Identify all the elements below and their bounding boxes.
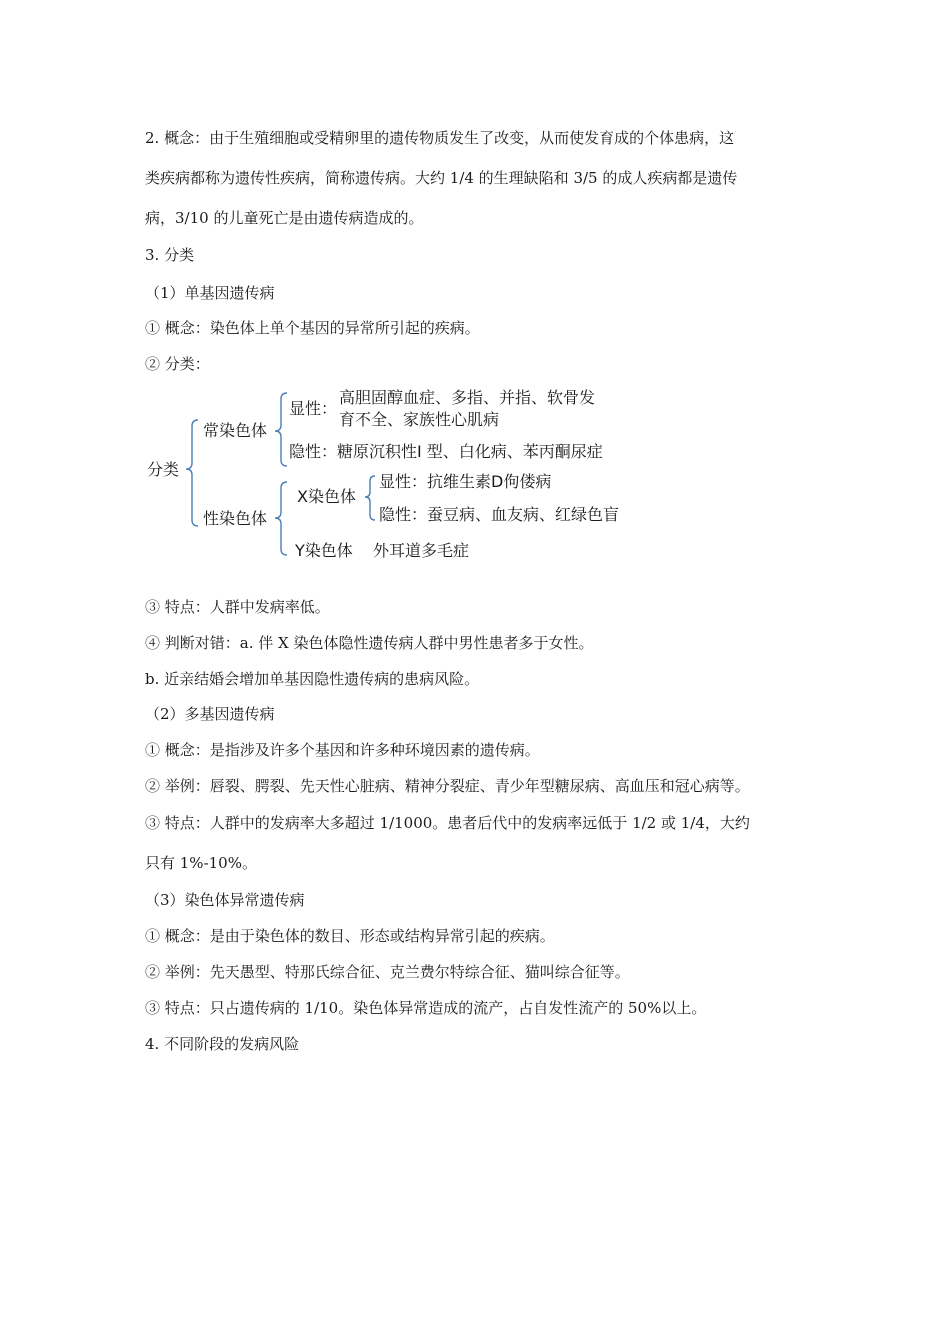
text-line-chromosome-feature: ③ 特点：只占遗传病的 1/10。染色体异常造成的流产，占自发性流产的 50%以上。 — [145, 999, 707, 1017]
diagram-y-chromosome-label: Y染色体 — [295, 541, 353, 560]
diagram-y-disease: 外耳道多毛症 — [373, 541, 470, 560]
diagram-autosome-dominant-line2: 育不全、家族性心肌病 — [339, 410, 500, 429]
text-line-single-gene-classification: ② 分类： — [145, 355, 210, 373]
text-line-multi-gene-feature-2: 只有 1%-10%。 — [145, 854, 257, 872]
brace-x-chromosome — [365, 476, 375, 520]
text-line-single-gene-concept: ① 概念：染色体上单个基因的异常所引起的疾病。 — [145, 319, 480, 337]
diagram-x-chromosome-label: X染色体 — [297, 487, 356, 506]
section-heading-risk-stages: 4. 不同阶段的发病风险 — [145, 1035, 300, 1053]
diagram-sex-chromosome-label: 性染色体 — [203, 509, 268, 528]
brace-sex-chromosome — [275, 482, 287, 555]
diagram-autosome-dominant-label: 显性： — [289, 399, 338, 418]
section-heading-classification: 3. 分类 — [145, 246, 195, 264]
text-line-concept-1: 2. 概念：由于生殖细胞或受精卵里的遗传物质发生了改变，从而使发育成的个体患病，这 — [145, 129, 735, 147]
text-line-multi-gene-feature-1: ③ 特点：人群中的发病率大多超过 1/1000。患者后代中的发病率远低于 1/2 或 1/4，大约 — [145, 814, 750, 832]
subsection-heading-single-gene: （1）单基因遗传病 — [145, 284, 275, 302]
text-line-concept-3: 病，3/10 的儿童死亡是由遗传病造成的。 — [145, 209, 424, 227]
text-line-multi-gene-concept: ① 概念：是指涉及许多个基因和许多种环境因素的遗传病。 — [145, 741, 540, 759]
text-line-true-false-a: ④ 判断对错：a. 伴 X 染色体隐性遗传病人群中男性患者多于女性。 — [145, 634, 594, 652]
text-line-single-gene-feature: ③ 特点：人群中发病率低。 — [145, 598, 330, 616]
diagram-x-dominant: 显性：抗维生素D佝偻病 — [379, 472, 552, 491]
brace-autosome — [275, 393, 287, 466]
subsection-heading-multi-gene: （2）多基因遗传病 — [145, 705, 275, 723]
text-line-concept-2: 类疾病都称为遗传性疾病，简称遗传病。大约 1/4 的生理缺陷和 3/5 的成人疾病都是遗传 — [145, 169, 738, 187]
text-line-true-false-b: b. 近亲结婚会增加单基因隐性遗传病的患病风险。 — [145, 670, 480, 688]
diagram-x-recessive: 隐性：蚕豆病、血友病、红绿色盲 — [379, 505, 620, 524]
brace-root — [186, 420, 198, 526]
text-line-chromosome-concept: ① 概念：是由于染色体的数目、形态或结构异常引起的疾病。 — [145, 927, 555, 945]
subsection-heading-chromosome: （3）染色体异常遗传病 — [145, 891, 305, 909]
diagram-autosome-dominant-line1: 高胆固醇血症、多指、并指、软骨发 — [339, 388, 596, 407]
text-line-multi-gene-examples: ② 举例：唇裂、腭裂、先天性心脏病、精神分裂症、青少年型糖尿病、高血压和冠心病等。 — [145, 777, 750, 795]
diagram-autosome-label: 常染色体 — [203, 421, 268, 440]
diagram-root-label: 分类 — [147, 460, 180, 479]
diagram-autosome-recessive: 隐性：糖原沉积性Ⅰ 型、白化病、苯丙酮尿症 — [289, 442, 603, 461]
text-line-chromosome-examples: ② 举例：先天愚型、特那氏综合征、克兰费尔特综合征、猫叫综合征等。 — [145, 963, 630, 981]
